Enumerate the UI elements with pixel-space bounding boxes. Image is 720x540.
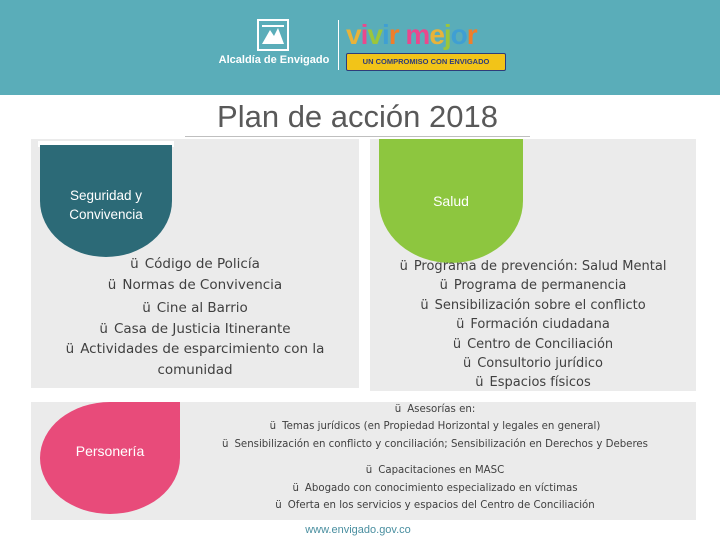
salud-label: Salud <box>433 193 469 209</box>
check-icon: ü <box>452 336 462 352</box>
list-item: ü Formación ciudadana <box>456 317 610 333</box>
salud-list <box>378 257 688 393</box>
alcaldia-logo <box>214 18 334 74</box>
list-item: ü Sensibilización sobre el conflicto <box>420 297 646 313</box>
list-item: ü Código de Policía <box>130 256 260 272</box>
page-title: Plan de acción 2018 <box>185 98 530 137</box>
seguridad-list <box>40 254 350 380</box>
check-icon: ü <box>222 438 229 450</box>
header-banner <box>0 0 720 95</box>
list-item: ü Temas jurídicos (en Propiedad Horizontal y legales en general) <box>269 421 601 433</box>
check-icon: ü <box>65 341 75 357</box>
logo-divider <box>338 20 339 70</box>
list-item: ü Sensibilización en conflicto y conciliación; Sensibilización en Derechos y Deberes <box>222 438 648 450</box>
check-icon: ü <box>439 278 448 294</box>
list-item: ü Capacitaciones en MASC <box>365 465 505 477</box>
personeria-label: Personería <box>75 443 145 459</box>
list-item-continuation: comunidad <box>157 361 233 378</box>
check-icon: ü <box>275 500 282 512</box>
list-item: ü Espacios físicos <box>475 375 591 391</box>
list-item: ü Actividades de esparcimiento con la <box>65 341 325 357</box>
logo-letter: i <box>381 19 389 50</box>
list-item: ü Abogado con conocimiento especializado en víctimas <box>292 482 578 494</box>
check-icon: ü <box>456 317 465 333</box>
logo-letter: j <box>443 19 451 50</box>
check-icon: ü <box>292 482 299 494</box>
logo-letter: m <box>405 19 430 50</box>
logo-letter: r <box>466 19 477 50</box>
logo-letter: e <box>429 19 444 50</box>
check-icon: ü <box>365 465 373 477</box>
check-icon: ü <box>130 256 139 272</box>
list-item: ü Oferta en los servicios y espacios del Centro de Conciliación <box>275 500 595 512</box>
list-item: ü Normas de Convivencia <box>107 276 283 293</box>
personeria-list <box>210 401 660 514</box>
logo-letter: r <box>388 19 399 50</box>
seguridad-label-line2: Convivencia <box>69 207 143 222</box>
vivir-mejor-logo <box>346 20 506 74</box>
check-icon: ü <box>107 276 117 293</box>
list-item: ü Cine al Barrio <box>142 300 248 316</box>
seguridad-label-line1: Seguridad y <box>69 188 143 203</box>
vivir-mejor-wordmark <box>346 20 506 50</box>
check-icon: ü <box>142 300 151 316</box>
list-item: ü Consultorio jurídico <box>462 356 603 372</box>
check-icon: ü <box>420 297 429 313</box>
alcaldia-name: Alcaldía de Envigado <box>218 54 330 66</box>
list-item: ü Programa de prevención: Salud Mental <box>399 259 667 274</box>
list-item: ü Asesorías en: <box>394 404 476 415</box>
check-icon: ü <box>394 404 402 415</box>
seguridad-label <box>48 186 164 224</box>
logo-letter: o <box>450 19 467 50</box>
envigado-seal-icon <box>256 18 290 52</box>
footer-url: www.envigado.gov.co <box>305 524 411 536</box>
list-item: ü Programa de permanencia <box>439 278 627 294</box>
check-icon: ü <box>99 320 108 337</box>
check-icon: ü <box>475 375 484 391</box>
logo-letter: v <box>367 19 382 50</box>
logo-letter: v <box>346 19 361 50</box>
logo-letter: i <box>360 19 368 50</box>
check-icon: ü <box>399 259 408 274</box>
vivir-mejor-tagline: UN COMPROMISO CON ENVIGADO <box>346 53 506 71</box>
check-icon: ü <box>269 421 277 433</box>
list-item: ü Casa de Justicia Itinerante <box>99 320 291 337</box>
check-icon: ü <box>462 356 472 372</box>
list-item: ü Centro de Conciliación <box>452 336 614 352</box>
